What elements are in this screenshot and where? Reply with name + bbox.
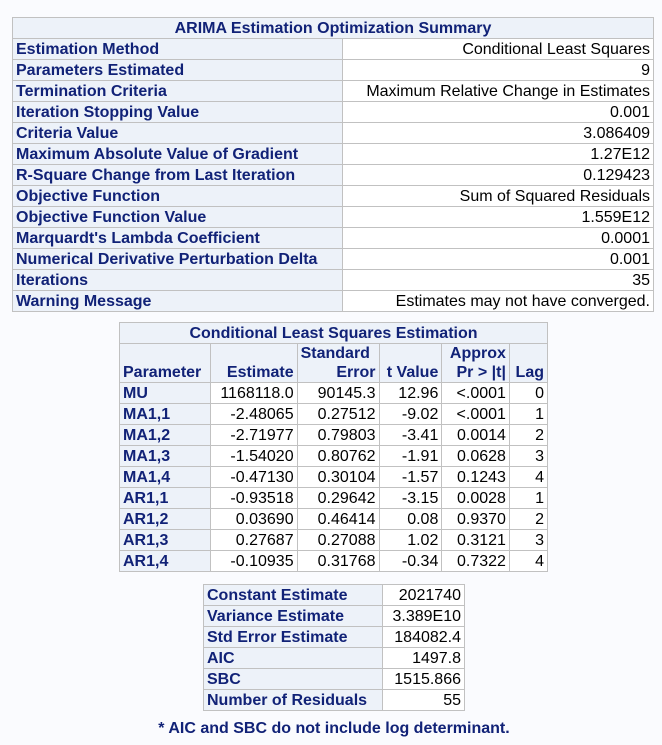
row-label: Marquardt's Lambda Coefficient bbox=[13, 228, 343, 249]
table-row bbox=[120, 551, 548, 572]
lag-value: 2 bbox=[509, 425, 547, 446]
estimate-value: -0.10935 bbox=[211, 551, 297, 572]
row-label: Warning Message bbox=[13, 291, 343, 312]
pr-value: 0.1243 bbox=[442, 467, 510, 488]
estimate-value: 1168118.0 bbox=[211, 383, 297, 404]
table-row bbox=[120, 467, 548, 488]
table-row bbox=[204, 648, 465, 669]
row-value: 9 bbox=[343, 60, 654, 81]
table-row bbox=[204, 690, 465, 711]
table-row bbox=[13, 249, 654, 270]
estimate-value: -2.71977 bbox=[211, 425, 297, 446]
table-row bbox=[120, 509, 548, 530]
table-row bbox=[204, 606, 465, 627]
parameter-name: MU bbox=[120, 383, 211, 404]
estimate-value: -2.48065 bbox=[211, 404, 297, 425]
stderr-value: 0.30104 bbox=[297, 467, 379, 488]
table-row bbox=[204, 669, 465, 690]
tvalue-value: -3.41 bbox=[379, 425, 442, 446]
row-label: Objective Function Value bbox=[13, 207, 343, 228]
table-row bbox=[13, 165, 654, 186]
tvalue-value: 1.02 bbox=[379, 530, 442, 551]
tvalue-value: -1.57 bbox=[379, 467, 442, 488]
pr-value: 0.0628 bbox=[442, 446, 510, 467]
pr-value: 0.3121 bbox=[442, 530, 510, 551]
stderr-value: 0.79803 bbox=[297, 425, 379, 446]
tvalue-value: -0.34 bbox=[379, 551, 442, 572]
table-row bbox=[204, 585, 465, 606]
stat-label: Constant Estimate bbox=[204, 585, 383, 606]
estimate-value: 0.27687 bbox=[211, 530, 297, 551]
lag-value: 3 bbox=[509, 530, 547, 551]
col-header-tvalue: t Value bbox=[379, 344, 442, 383]
header-row bbox=[120, 344, 548, 383]
row-value: 3.086409 bbox=[343, 123, 654, 144]
lag-value: 3 bbox=[509, 446, 547, 467]
row-value: 0.001 bbox=[343, 249, 654, 270]
col-header-stderr bbox=[297, 344, 379, 383]
parameter-name: MA1,4 bbox=[120, 467, 211, 488]
lag-value: 2 bbox=[509, 509, 547, 530]
pr-value: <.0001 bbox=[442, 404, 510, 425]
stat-label: SBC bbox=[204, 669, 383, 690]
row-label: Maximum Absolute Value of Gradient bbox=[13, 144, 343, 165]
table-row bbox=[13, 81, 654, 102]
stat-value: 55 bbox=[383, 690, 465, 711]
table-row bbox=[13, 291, 654, 312]
pr-value: <.0001 bbox=[442, 383, 510, 404]
row-value: Sum of Squared Residuals bbox=[343, 186, 654, 207]
table-row bbox=[13, 207, 654, 228]
estimate-value: 0.03690 bbox=[211, 509, 297, 530]
tvalue-value: -3.15 bbox=[379, 488, 442, 509]
tvalue-value: 0.08 bbox=[379, 509, 442, 530]
table-row bbox=[13, 39, 654, 60]
table-row bbox=[13, 123, 654, 144]
row-label: Parameters Estimated bbox=[13, 60, 343, 81]
row-value: Maximum Relative Change in Estimates bbox=[343, 81, 654, 102]
cls-estimation-table bbox=[119, 322, 548, 572]
tvalue-value: -9.02 bbox=[379, 404, 442, 425]
stat-label: AIC bbox=[204, 648, 383, 669]
pr-value: 0.7322 bbox=[442, 551, 510, 572]
col-header-pr-line2: Pr > |t| bbox=[456, 364, 506, 381]
parameter-name: MA1,2 bbox=[120, 425, 211, 446]
stat-value: 1497.8 bbox=[383, 648, 465, 669]
col-header-stderr-line1: Standard bbox=[300, 345, 370, 362]
stderr-value: 0.31768 bbox=[297, 551, 379, 572]
pr-value: 0.0028 bbox=[442, 488, 510, 509]
row-value: 0.001 bbox=[343, 102, 654, 123]
parameter-name: MA1,3 bbox=[120, 446, 211, 467]
row-label: R-Square Change from Last Iteration bbox=[13, 165, 343, 186]
stderr-value: 0.46414 bbox=[297, 509, 379, 530]
table-row bbox=[13, 270, 654, 291]
table-row bbox=[120, 404, 548, 425]
row-label: Numerical Derivative Perturbation Delta bbox=[13, 249, 343, 270]
stat-label: Number of Residuals bbox=[204, 690, 383, 711]
col-header-pr bbox=[442, 344, 510, 383]
row-label: Objective Function bbox=[13, 186, 343, 207]
table-row bbox=[13, 60, 654, 81]
stat-value: 1515.866 bbox=[383, 669, 465, 690]
stderr-value: 0.80762 bbox=[297, 446, 379, 467]
estimate-value: -0.47130 bbox=[211, 467, 297, 488]
table-row bbox=[120, 530, 548, 551]
estimate-value: -1.54020 bbox=[211, 446, 297, 467]
row-label: Estimation Method bbox=[13, 39, 343, 60]
row-label: Iterations bbox=[13, 270, 343, 291]
parameter-name: AR1,3 bbox=[120, 530, 211, 551]
optimization-summary-title: ARIMA Estimation Optimization Summary bbox=[13, 18, 654, 39]
lag-value: 0 bbox=[509, 383, 547, 404]
cls-estimation-title: Conditional Least Squares Estimation bbox=[120, 323, 548, 344]
row-value: Estimates may not have converged. bbox=[343, 291, 654, 312]
parameter-name: AR1,1 bbox=[120, 488, 211, 509]
col-header-estimate: Estimate bbox=[211, 344, 297, 383]
row-value: Conditional Least Squares bbox=[343, 39, 654, 60]
stderr-value: 90145.3 bbox=[297, 383, 379, 404]
lag-value: 4 bbox=[509, 467, 547, 488]
table-row bbox=[120, 446, 548, 467]
stderr-value: 0.27512 bbox=[297, 404, 379, 425]
footnote: * AIC and SBC do not include log determinant. bbox=[158, 720, 510, 737]
lag-value: 1 bbox=[509, 404, 547, 425]
stat-label: Variance Estimate bbox=[204, 606, 383, 627]
tvalue-value: -1.91 bbox=[379, 446, 442, 467]
table-row bbox=[13, 144, 654, 165]
lag-value: 4 bbox=[509, 551, 547, 572]
table-row bbox=[13, 228, 654, 249]
row-value: 0.129423 bbox=[343, 165, 654, 186]
row-value: 1.27E12 bbox=[343, 144, 654, 165]
row-label: Criteria Value bbox=[13, 123, 343, 144]
table-row bbox=[13, 186, 654, 207]
fit-statistics-table bbox=[203, 584, 465, 711]
row-value: 0.0001 bbox=[343, 228, 654, 249]
stat-value: 184082.4 bbox=[383, 627, 465, 648]
pr-value: 0.9370 bbox=[442, 509, 510, 530]
col-header-stderr-line2: Error bbox=[336, 364, 376, 381]
optimization-summary-table bbox=[12, 17, 654, 312]
row-value: 35 bbox=[343, 270, 654, 291]
stderr-value: 0.29642 bbox=[297, 488, 379, 509]
col-header-lag: Lag bbox=[509, 344, 547, 383]
table-row bbox=[204, 627, 465, 648]
stderr-value: 0.27088 bbox=[297, 530, 379, 551]
lag-value: 1 bbox=[509, 488, 547, 509]
stat-label: Std Error Estimate bbox=[204, 627, 383, 648]
table-row bbox=[120, 383, 548, 404]
col-header-parameter: Parameter bbox=[120, 344, 211, 383]
stat-value: 3.389E10 bbox=[383, 606, 465, 627]
tvalue-value: 12.96 bbox=[379, 383, 442, 404]
row-label: Iteration Stopping Value bbox=[13, 102, 343, 123]
table-row bbox=[13, 102, 654, 123]
pr-value: 0.0014 bbox=[442, 425, 510, 446]
table-row bbox=[120, 425, 548, 446]
parameter-name: AR1,4 bbox=[120, 551, 211, 572]
estimate-value: -0.93518 bbox=[211, 488, 297, 509]
parameter-name: AR1,2 bbox=[120, 509, 211, 530]
row-label: Termination Criteria bbox=[13, 81, 343, 102]
parameter-name: MA1,1 bbox=[120, 404, 211, 425]
table-row bbox=[120, 488, 548, 509]
stat-value: 2021740 bbox=[383, 585, 465, 606]
row-value: 1.559E12 bbox=[343, 207, 654, 228]
col-header-pr-line1: Approx bbox=[449, 345, 506, 362]
